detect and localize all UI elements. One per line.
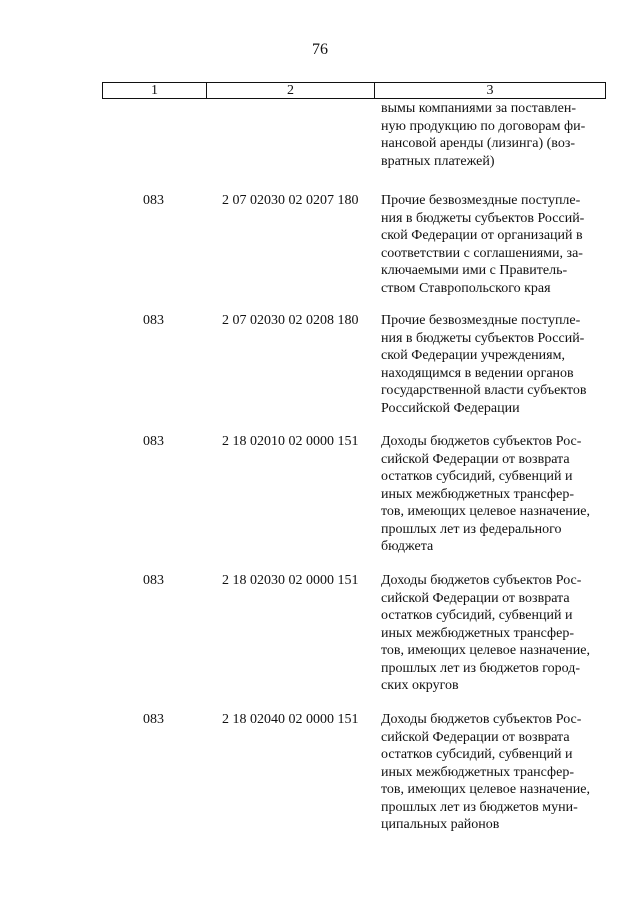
- text-line: остатков субсидий, субвенций и: [381, 747, 573, 762]
- text-line: ния в бюджеты субъектов Россий-: [381, 210, 585, 226]
- row-budget-code: 2 18 02040 02 0000 151: [222, 712, 359, 727]
- row-description: [381, 572, 611, 695]
- text-line: прошлых лет из федерального: [381, 521, 562, 537]
- text-line: остатков субсидий, субвенций и: [381, 469, 573, 484]
- text-line: иных межбюджетных трансфер-: [381, 486, 574, 502]
- row-admin-code: 083: [143, 573, 164, 588]
- text-line: тов, имеющих целевое назначение,: [381, 643, 590, 658]
- row-description: [381, 433, 611, 556]
- row-description: [381, 192, 611, 297]
- text-line: ную продукцию по договорам фи-: [381, 118, 586, 134]
- text-line: Доходы бюджетов субъектов Рос-: [381, 573, 582, 588]
- row-budget-code: 2 07 02030 02 0208 180: [222, 313, 359, 328]
- text-line: бюджета: [381, 539, 434, 554]
- row-description: [381, 711, 611, 834]
- text-line: ципальных районов: [381, 817, 500, 832]
- row-admin-code: 083: [143, 434, 164, 449]
- row-admin-code: 083: [143, 193, 164, 208]
- text-line: ключаемыми ими с Правитель-: [381, 263, 568, 278]
- text-line: государственной власти субъектов: [381, 383, 587, 398]
- continuation-text: [381, 100, 611, 170]
- text-line: Доходы бюджетов субъектов Рос-: [381, 434, 582, 449]
- text-line: сийской Федерации от возврата: [381, 590, 570, 606]
- page-number: 76: [312, 41, 328, 58]
- column-header-3: 3: [486, 83, 494, 98]
- text-line: тов, имеющих целевое назначение,: [381, 504, 590, 519]
- column-header-table: [103, 82, 606, 99]
- row-budget-code: 2 18 02030 02 0000 151: [222, 573, 359, 588]
- text-line: Прочие безвозмездные поступле-: [381, 193, 581, 208]
- text-line: сийской Федерации от возврата: [381, 451, 570, 467]
- row-budget-code: 2 07 02030 02 0207 180: [222, 193, 359, 208]
- text-line: прошлых лет из бюджетов муни-: [381, 799, 578, 815]
- text-line: остатков субсидий, субвенций и: [381, 608, 573, 623]
- text-line: ской Федерации учреждениям,: [381, 348, 565, 363]
- text-line: вымы компаниями за поставлен-: [381, 101, 577, 116]
- text-line: вратных платежей): [381, 153, 495, 169]
- text-line: иных межбюджетных трансфер-: [381, 764, 574, 780]
- text-line: Прочие безвозмездные поступле-: [381, 313, 581, 328]
- text-line: соответствии с соглашениями, за-: [381, 245, 583, 261]
- text-line: прошлых лет из бюджетов город-: [381, 660, 581, 676]
- text-line: нансовой аренды (лизинга) (воз-: [381, 136, 576, 151]
- text-line: находящимся в ведении органов: [381, 365, 574, 381]
- row-admin-code: 083: [143, 313, 164, 328]
- text-line: ством Ставропольского края: [381, 280, 551, 296]
- text-line: ния в бюджеты субъектов Россий-: [381, 330, 585, 346]
- text-line: тов, имеющих целевое назначение,: [381, 782, 590, 797]
- text-line: иных межбюджетных трансфер-: [381, 625, 574, 641]
- row-budget-code: 2 18 02010 02 0000 151: [222, 434, 359, 449]
- text-line: Российской Федерации: [381, 400, 520, 416]
- column-header-2: 2: [287, 83, 294, 98]
- header-border-right: [605, 82, 606, 99]
- text-line: сийской Федерации от возврата: [381, 729, 570, 745]
- column-header-1: 1: [151, 83, 158, 98]
- text-line: ской Федерации от организаций в: [381, 228, 583, 243]
- row-admin-code: 083: [143, 712, 164, 727]
- text-line: Доходы бюджетов субъектов Рос-: [381, 712, 582, 727]
- row-description: [381, 312, 611, 417]
- text-line: ских округов: [381, 678, 459, 693]
